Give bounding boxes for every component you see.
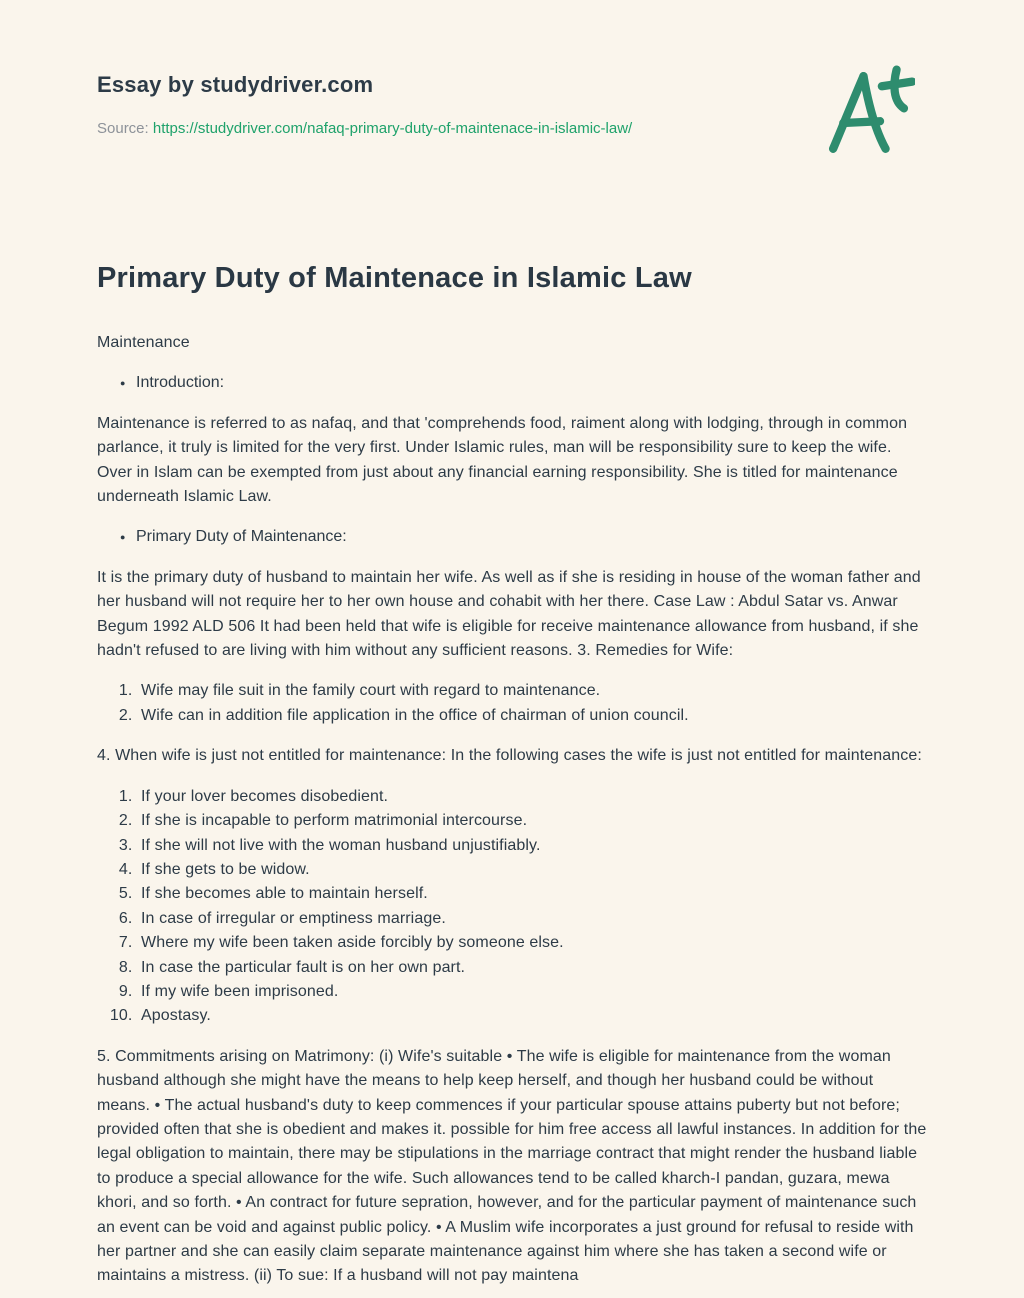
studydriver-logo-icon: [823, 64, 915, 160]
paragraph-introduction: Maintenance is referred to as nafaq, and that 'comprehends food, raiment along with lodging, through in common parlance, it truly is limited for the very first. Under Islamic rules, man will be responsibility sure to keep the wife. Over in Islam can be exempted from just about any financial earning responsibility. She is titled for maintenance underneath Islamic Law.: [97, 414, 908, 506]
not-entitled-list-item: 9. If my wife been imprisoned.: [137, 980, 927, 1004]
bullet-introduction: ● Introduction:: [136, 371, 927, 395]
remedies-list-item: 1. Wife may file suit in the family court with regard to maintenance.: [137, 679, 927, 703]
remedies-list: [97, 679, 927, 728]
not-entitled-list-item: 3. If she will not live with the woman husband unjustifiably.: [137, 834, 927, 858]
paragraph-not-entitled: 4. When wife is just not entitled for maintenance: In the following cases the wife is just not entitled for maintenance:: [97, 747, 922, 765]
bullet-primary-duty: ● Primary Duty of Maintenance:: [136, 525, 927, 549]
source-url-text: https://studydriver.com/nafaq-primary-duty-of-maintenace-in-islamic-law/: [152, 120, 633, 137]
source-url-link[interactable]: [153, 120, 632, 137]
paragraph-primary-duty: It is the primary duty of husband to maintain her wife. As well as if she is residing in house of the woman father and her husband will not require her to her own house and cohabit with her there. Case Law : Abdul Satar vs. Anwar Begum 1992 ALD 506 It had been held that wife is eligible for receive maintenance allowance from husband, if she hadn't refused to are living with him without any sufficient reasons. 3. Remedies for Wife:: [97, 568, 921, 660]
document-header: [97, 72, 927, 160]
not-entitled-list-item: 8. In case the particular fault is on her own part.: [137, 956, 927, 980]
lead-word: Maintenance: [97, 334, 190, 351]
essay-content: [97, 262, 927, 1289]
essay-byline: Essay by studydriver.com: [97, 72, 374, 97]
source-line: [97, 120, 632, 137]
not-entitled-list-item: 1. If your lover becomes disobedient.: [137, 785, 927, 809]
not-entitled-list: [97, 785, 927, 1029]
primary-duty-bullet-list: [97, 525, 927, 549]
header-text-block: [97, 72, 632, 137]
essay-title: Primary Duty of Maintenace in Islamic Law: [97, 262, 692, 294]
not-entitled-list-item: 7. Where my wife been taken aside forcibly by someone else.: [137, 931, 927, 955]
not-entitled-list-item: 2. If she is incapable to perform matrimonial intercourse.: [137, 809, 927, 833]
not-entitled-list-item: 4. If she gets to be widow.: [137, 858, 927, 882]
not-entitled-list-item: 6. In case of irregular or emptiness marriage.: [137, 907, 927, 931]
paragraph-commitments: 5. Commitments arising on Matrimony: (i) Wife's suitable • The wife is eligible for maintenance from the woman husband although she might have the means to help keep herself, and though her husband could be without means. • The actual husband's duty to keep commences if your particular spouse attains puberty but not before; provided often that she is obedient and makes it. possible for him free access all lawful instances. In addition for the legal obligation to maintain, there may be stipulations in the marriage contract that might render the husband liable to produce a special allowance for the wife. Such allowances tend to be called kharch-I pandan, guzara, mewa khori, and so forth. • An contract for future sepration, however, and for the particular payment of maintenance such an event can be void and against public policy. • A Muslim wife incorporates a just ground for refusal to reside with her partner and she can easily claim separate maintenance against him where she has taken a second wife or maintains a mistress. (ii) To sue: If a husband will not pay maintena: [97, 1047, 927, 1285]
not-entitled-list-item: 5. If she becomes able to maintain herself.: [137, 882, 927, 906]
not-entitled-list-item: 10. Apostasy.: [137, 1004, 927, 1028]
introduction-bullet-list: [97, 371, 927, 395]
remedies-list-item: 2. Wife can in addition file application in the office of chairman of union council.: [137, 704, 927, 728]
source-label: Source:: [97, 120, 149, 137]
